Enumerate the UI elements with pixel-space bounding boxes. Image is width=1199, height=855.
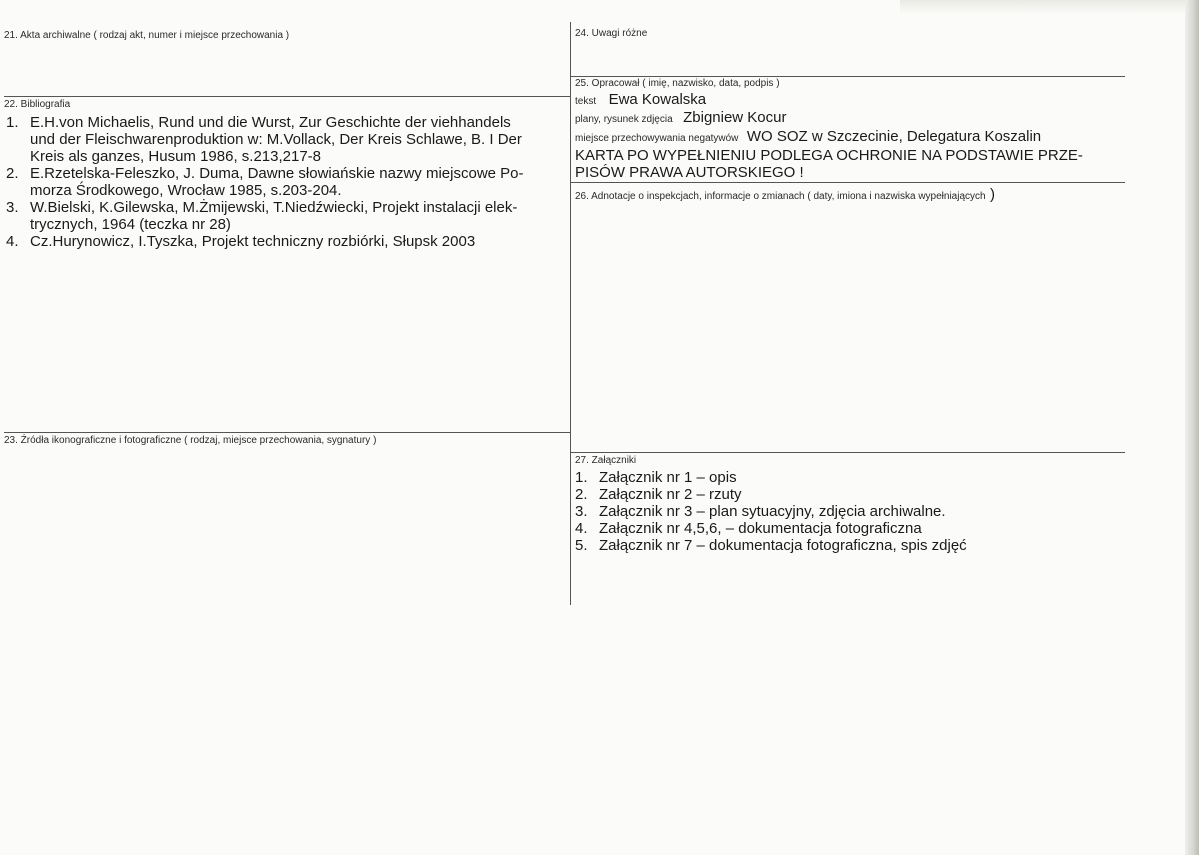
section-24-label: 24. Uwagi różne — [575, 28, 648, 39]
divider-21-22 — [4, 96, 570, 97]
attachment-item — [575, 486, 967, 503]
copyright-notice-line: KARTA PO WYPEŁNIENIU PODLEGA OCHRONIE NA PODSTAWIE PRZE- — [575, 147, 1083, 164]
section-27-label: 27. Załączniki — [575, 455, 637, 466]
bibliography-item — [6, 114, 566, 165]
plany-value: Zbigniew Kocur — [683, 109, 787, 126]
bibliography-line: Cz.Hurynowicz, I.Tyszka, Projekt techniczny rozbiórki, Słupsk 2003 — [30, 233, 476, 250]
attachment-item — [575, 537, 967, 554]
attachment-number: 2. — [575, 486, 588, 503]
bibliography-line: trycznych, 1964 (teczka nr 28) — [30, 216, 231, 233]
bibliography-item-number: 4. — [6, 233, 19, 250]
bibliography-line: E.H.von Michaelis, Rund und die Wurst, Zur Geschichte der viehhandels — [30, 114, 511, 131]
section-26-label: 26. Adnotacje o inspekcjach, informacje o zmianach ( daty, imiona i nazwiska wypełniających — [575, 191, 986, 202]
section-25-label: 25. Opracował ( imię, nazwisko, data, podpis ) — [575, 78, 780, 89]
scan-top-edge — [900, 0, 1199, 14]
bibliography-item-number: 3. — [6, 199, 19, 216]
attachment-number: 3. — [575, 503, 588, 520]
author-plans-row — [575, 109, 787, 127]
attachment-item — [575, 520, 967, 537]
attachment-text: Załącznik nr 7 – dokumentacja fotograficzna, spis zdjęć — [599, 537, 967, 554]
divider-22-23 — [4, 432, 570, 433]
tekst-value: Ewa Kowalska — [608, 91, 707, 108]
attachment-number: 4. — [575, 520, 588, 537]
tekst-label: tekst — [575, 96, 597, 107]
attachment-number: 1. — [575, 469, 588, 486]
negatives-value: WO SOZ w Szczecinie, Delegatura Koszalin — [746, 128, 1042, 145]
bibliography-item-number: 1. — [6, 114, 19, 131]
bibliography-line: und der Fleischwarenproduktion w: M.Vollack, Der Kreis Schlawe, B. I Der — [30, 131, 522, 148]
attachment-text: Załącznik nr 2 – rzuty — [599, 486, 742, 503]
bibliography-item — [6, 165, 566, 199]
attachments-list — [575, 469, 967, 554]
bibliography-list — [6, 114, 566, 250]
bibliography-line: Kreis als ganzes, Husum 1986, s.213,217-8 — [30, 148, 321, 165]
bibliography-item — [6, 199, 566, 233]
plany-label: plany, rysunek zdjęcia — [575, 114, 673, 125]
negatives-label: miejsce przechowywania negatywów — [575, 133, 739, 144]
attachment-number: 5. — [575, 537, 588, 554]
author-text-row — [575, 91, 706, 109]
section-22-label: 22. Bibliografia — [4, 99, 71, 110]
bibliography-line: morza Środkowego, Wrocław 1985, s.203-204. — [30, 182, 342, 199]
section-21-label: 21. Akta archiwalne ( rodzaj akt, numer i miejsce przechowania ) — [4, 30, 290, 41]
negatives-row — [575, 128, 1041, 146]
bibliography-line: W.Bielski, K.Gilewska, M.Żmijewski, T.Niedźwiecki, Projekt instalacji elek- — [30, 199, 518, 216]
bibliography-item-number: 2. — [6, 165, 19, 182]
attachment-text: Załącznik nr 4,5,6, – dokumentacja fotograficzna — [599, 520, 922, 537]
attachment-text: Załącznik nr 3 – plan sytuacyjny, zdjęcia archiwalne. — [599, 503, 946, 520]
attachment-item — [575, 503, 967, 520]
column-divider — [570, 22, 571, 605]
copyright-notice — [575, 147, 1083, 181]
attachment-item — [575, 469, 967, 486]
section-26-paren: ) — [990, 186, 996, 203]
section-23-label: 23. Źródła ikonograficzne i fotograficzne ( rodzaj, miejsce przechowania, sygnatury ) — [4, 435, 377, 446]
copyright-notice-line: PISÓW PRAWA AUTORSKIEGO ! — [575, 164, 804, 181]
bibliography-line: E.Rzetelska-Feleszko, J. Duma, Dawne słowiańskie nazwy miejscowe Po- — [30, 165, 524, 182]
divider-25-26 — [571, 182, 1125, 183]
scan-right-edge — [1185, 0, 1199, 855]
divider-26-27 — [571, 452, 1125, 453]
section-26-heading — [575, 186, 995, 204]
divider-24-25 — [571, 76, 1125, 77]
attachment-text: Załącznik nr 1 – opis — [599, 469, 737, 486]
bibliography-item — [6, 233, 566, 250]
